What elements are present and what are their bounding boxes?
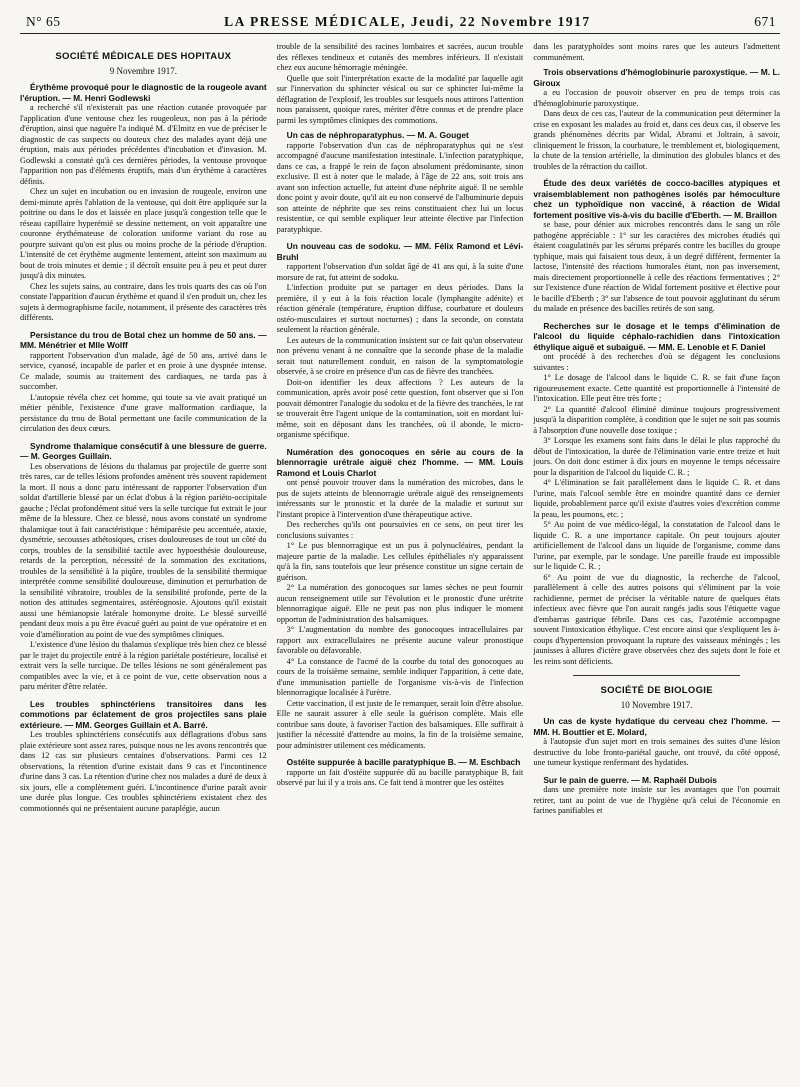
column-3 (533, 42, 780, 1087)
article-paragraph: à l'autopsie d'un sujet mort en trois semaines des suites d'une lésion destructive du lobe fronto-pariétal gauche, ont trouvé, du côté opposé, une tumeur kystique renfermant des hydatides. (533, 737, 781, 767)
article-paragraph: L'infection produite put se partager en deux périodes. Dans la première, il y eut à la fois réaction locale (lymphangite adénite) et réaction générale (température, éruption diffuse, courbature et douleurs ostéo-musculaires et surtout nocturnes) ; dans la seconde, on constata seulement la réaction générale. (276, 283, 524, 334)
article-heading: Recherches sur le dosage et le temps d'élimination de l'alcool du liquide céphalo-rachidien dans l'intoxication éthylique aiguë et subaiguë. — MM. E. Lenoble et F. Daniel (533, 320, 781, 352)
article (533, 716, 780, 769)
article-paragraph: Des recherches qu'ils ont poursuivies en ce sens, on peut tirer les conclusions suivantes : (276, 520, 524, 540)
article (20, 699, 267, 815)
article-paragraph: Chez les sujets sains, au contraire, dans les trois quarts des cas où l'on constate l'apparition d'aucun érythème et quand il s'en produit un, chez les sujets à dermographisme facile, notamment, il présente des caractères très différents. (20, 281, 267, 322)
article-paragraph: rapportent l'observation d'un malade, âgé de 50 ans, arrivé dans le service, cyanosé, incapable de parler et en proie à une dyspnée intense. Ce malade, soumis au traitement des cardiaques, ne tarda pas à succomber. (20, 350, 267, 391)
article (277, 241, 524, 441)
article (20, 82, 267, 324)
article-paragraph: a recherché s'il n'existerait pas une réaction cutanée provoquée par l'application d'une ventouse chez les rougeoleux, non pas à la période d'éruption, ainsi que naguère l'a indiqué M. d'Elmitz en vue de préciser le diagnostic de cas suspects ou douteux chez des malades ayant déjà une éruption, mais aux périodes précédentes d'incubation et d'invasion. M. Godlewski a constaté qu'à ces dernières périodes, la ventouse provoque l'apparition non pas d'éléments éruptifs, mais d'un érythème à caractères définis. (20, 103, 267, 186)
article (533, 67, 780, 172)
masthead (20, 14, 780, 34)
article-heading: Sur le pain de guerre. — M. Raphaël Dubois (543, 774, 717, 785)
article-heading: Érythème provoqué pour le diagnostic de la rougeole avant l'éruption. — M. Henri Godlewski (20, 82, 267, 103)
article-paragraph: 1° Le dosage de l'alcool dans le liquide C. R. se fait d'une façon rigoureusement exacte. Cette quantité est proportionnelle à l'intensité de l'intoxication. Elle peut être très forte ; (533, 373, 781, 403)
column-2 (277, 42, 524, 1087)
article-heading: Un cas de kyste hydatique du cerveau chez l'homme. — MM. H. Bouttier et E. Molard, (533, 716, 781, 737)
continued-paragraph: Quelle que soit l'interprétation exacte de la modalité par laquelle agit sur l'innervation du sphincter vésical ou sur ce sphincter lui-même la déflagration de l'explosif, les troubles sur lesquels nous attirons l'attention nous paraissent, quoique rares, mériter d'être connus et de prendre place parmi les symptômes cliniques des commotions. (276, 73, 524, 125)
article-heading: Les troubles sphinctériens transitoires dans les commotions par éclatement de gros projectiles sans plaie extérieure. — MM. Georges Guillain et A. Barré. (20, 698, 267, 730)
article-paragraph: rapporte un fait d'ostéite suppurée dû au bacille paratyphique B, fait observé par lui il y a trois ans. Ce fait tend à montrer que les ostéites (276, 767, 524, 787)
article-paragraph: dans une première note insiste sur les avantages que l'on pourrait retirer, tant au point de vue de l'hygiène qu'à celui de l'économie en farines panifiables et (533, 785, 781, 815)
article (20, 330, 267, 435)
article (533, 775, 780, 817)
article (533, 178, 780, 315)
article-paragraph: Doit-on identifier les deux affections ? Les auteurs de la communication, après avoir posé cette question, font observer que si l'on pouvait démontrer l'analogie du sodoku et de la fièvre des tranchées, le rat se trouverait être l'agent unique de la contamination, soit en mordant lui-même, soit en déposant dans les tranchées, où il abonde, le micro-organisme spécifique. (276, 377, 524, 439)
article-heading: Syndrome thalamique consécutif à une blessure de guerre. — M. Georges Guillain. (20, 440, 267, 461)
article-paragraph: Les auteurs de la communication insistent sur ce fait qu'un observateur non prévenu venant à ne connaître que la seconde phase de la maladie serait tout naturellement conduit, en raison de la symptomatologie observée, à se croire en présence d'un cas de fièvre des tranchées. (276, 335, 524, 376)
article-paragraph: Chez un sujet en incubation ou en invasion de rougeole, environ une demi-minute après l'ablation de la ventouse, qui doit être appliquée sur la poitrine ou dans le dos et laissée en place jusqu'à congestion telle que le réseau capillaire hyperémié se dessine nettement, on voit apparaître une couronne érythémateuse de coloration uniforme variant du rose au pourpre suivant qu'on est plus ou moins proche de la période d'éruption. L'intensité de cet érythème augmente lentement, atteint son maximum au bout de trois minutes et demie ; il décroît ensuite peu à peu et peut durer jusqu'à dix minutes. (20, 187, 267, 280)
continued-paragraph: dans les paratyphoïdes sont moins rares que les auteurs l'admettent communément. (533, 42, 781, 62)
article-paragraph: 3° L'augmentation du nombre des gonocoques intracellulaires par rapport aux extracellulaires ne présente aucune valeur pronostique favorable ou défavorable. (276, 625, 524, 655)
article (277, 757, 524, 789)
article-paragraph: Les troubles sphinctériens consécutifs aux déflagrations d'obus sans plaie extérieure sont assez rares, puisque nous ne les avons rencontrés que dans 12 cas sur plusieurs centaines d'observations. Parmi ces 12 observations, la rétention d'urine existait dans 9 cas et l'incontinence d'urine dans 3 cas. La rétention d'urine chez nos malades a duré de deux à six jours, elle a complètement guéri. L'incontinence d'urine paraît avoir une durée plus longue. Ces troubles sphinctériens existaient chez des commotionnés qui ne présentaient aucune paraplégie, aucun (20, 730, 267, 813)
section-date: 10 Novembre 1917. (620, 699, 693, 710)
article-heading: Ostéite suppurée à bacille paratyphique B. — M. Eschbach (286, 757, 521, 767)
article-paragraph: ont procédé à des recherches d'où se dégagent les conclusions suivantes : (533, 352, 781, 372)
article (20, 441, 267, 693)
article-paragraph: se base, pour dénier aux microbes rencontrés dans le sang un rôle pathogène appréciable : 1° sur les caractères des microbes étudiés qui étaient coagulatinés par les sérums préparés contre les bacilles du groupe typhique, mais qui faisaient tous deux, à un degré différent, fermenter la lactose, l'intensité des réactions humorales étant, non pas inversement, mais directement proportionnelle à celle des réactions fermentatives ; 2° sur l'existence d'une réaction de Widal fortement positive et élective pour le bacille d'Eberth ; 3° sur l'absence de tout pouvoir agglutinant du sérum du malade en présence des bacilles retirés de son sang. (533, 220, 781, 313)
journal-title: LA PRESSE MÉDICALE, Jeudi, 22 Novembre 1917 (224, 14, 591, 29)
article-paragraph: 2° La numération des gonocoques sur lames sèches ne peut fournir aucun renseignement utile sur l'évolution et le pronostic d'une urétrite blennorragique aiguë. Elle ne peut pas non plus indiquer le moment opportun de l'administration des balsamiques. (276, 583, 524, 624)
article-paragraph: a eu l'occasion de pouvoir observer en peu de temps trois cas d'hémoglobinurie paroxystique. (533, 88, 781, 108)
article (277, 447, 524, 752)
columns (20, 42, 780, 1087)
article-paragraph: ont pensé pouvoir trouver dans la numération des microbes, dans le pus de sujets atteints de blennorragie urétrale aiguë des renseignements intéressants sur le pronostic et la durée de la maladie et surtout sur l'instant propice à l'intervention d'une thérapeutique active. (276, 478, 524, 519)
section-divider (573, 675, 740, 676)
article-heading: Numération des gonocoques en série au cours de la blennorragie urétrale aiguë chez l'homme. — MM. Louis Ramond et Louis Charlot (276, 446, 524, 478)
article-paragraph: Les observations de lésions du thalamus par projectile de guerre sont très rares, car de telles lésions profondes amènent très souvent rapidement la mort. Il nous a donc paru intéressant de rapporter l'observation d'un soldat d'artillerie blessé par un éclat d'obus à la région pariéto-occipitale gauche ; l'éclat profondément situé vers la selle turcique fut extrait le jour même de la blessure. Chez ce blessé, nous avons constaté un syndrome thalamique tout à fait caractéristique : hémiparésie peu accentuée, ataxie, dysmétrie, secousses athétosiques, crises douloureuses de tout un côté du corps, troubles de la sensibilité tactile avec hypoesthésie douloureuse, retards de la perception, nécessité de la sommation des excitations, troubles de la sensibilité à la piqûre, troubles de la sensibilité thermique interprétée comme sensibilité douloureuse, diminution et perturbation de la sensibilité vibratoire, troubles de la sensibilité profonde, perte de la notion des attitudes segmentaires, astéréognosie. Ajoutons qu'il existait aussi une hémianopsie latérale homonyme droite. Le blessé surveillé pendant deux mois a pu être évacué guéri au point de vue opératoire et en voie d'amélioration au point de vue des symptômes cliniques. (20, 461, 267, 639)
article-paragraph: 1° Le pus blennorragique est un pus à polynucléaires, pendant la majeure partie de la maladie. Les cellules épithéliales n'y apparaissent qu'à la fin, sans toutefois que leur présence constitue un signe certain de guérison. (276, 541, 524, 582)
article-heading: Étude des deux variétés de cocco-bacilles atypiques et vraisemblablement non pathogènes isolés par hémoculture chez un typhoïdique non vacciné, à réaction de Widal fortement positive vis-à-vis du bacille d'Eberth. — M. Braillon (533, 178, 781, 220)
page-number: 671 (754, 14, 776, 29)
column-1 (20, 42, 267, 1087)
section-title: SOCIÉTÉ MÉDICALE DES HOPITAUX (55, 51, 232, 62)
article-paragraph: L'existence d'une lésion du thalamus s'explique très bien chez ce blessé par le trajet du projectile entré à la région pariétale postérieure, localisé et extrait vers la selle turcique. De telles lésions ne sont généralement pas compatibles avec la vie, et à ce point de vue, cette observation nous a paru mériter d'être relatée. (20, 640, 267, 691)
section-title: SOCIÉTÉ DE BIOLOGIE (600, 685, 713, 696)
article-paragraph: 4° La constance de l'acmé de la courbe du total des gonocoques au cours de la troisième semaine, semble indiquer l'apparition, à cette date, d'une immunisation partielle de l'organisme vis-à-vis de l'infection blennorragique localisée à l'urètre. (276, 656, 524, 697)
article-heading: Un nouveau cas de sodoku. — MM. Félix Ramond et Lévi-Bruhl (276, 241, 524, 262)
article-paragraph: 6° Au point de vue du diagnostic, la recherche de l'alcool, parallèlement à celle des autres poisons qui s'éliminent par la voie rachidienne, permet de préciser la véritable nature de quelques états infectieux avec fièvre que l'on aurait rangés jadis sous l'étiquette vague d'embarras gastrique fébrile. Dans ces cas, l'azotémie accompagne souvent l'intoxication éthylique. C'est encore ainsi que s'expliquent les à-coups d'hypertension provoquant la rupture des vaisseaux méningés ; les jaunisses à allures d'ictère grave observées chez des sujets dont le foie et les reins sont déficients. (533, 572, 781, 666)
section-date: 9 Novembre 1917. (109, 65, 177, 76)
article (533, 321, 780, 668)
article-paragraph: rapportent l'observation d'un soldat âgé de 41 ans qui, à la suite d'une morsure de rat, fut atteint de sodoku. (276, 262, 524, 282)
article-paragraph: rapporte l'observation d'un cas de néphroparatyphus qui ne s'est accompagné d'aucune manifestation intestinale. L'infection paratyphique, dans ce cas, a frappé le rein de façon absolument prédominante, sinon exclusive. Il est à noter que le malade, à l'âge de 22 ans, soit trois ans avant son infection actuelle, fut atteint d'une néphrite aiguë. Il ne semble donc point y avoir doute, qu'il ait eu non conservé de l'albuminurie depuis son atteinte de néphrite que ses reins constituaient chez lui un locus resistentiæ, ce qui semble expliquer leur atteinte élective par l'infection paratyphique. (276, 140, 524, 234)
article-paragraph: 4° L'élimination se fait parallèlement dans le liquide C. R. et dans l'urine, mais l'alcool semble être en moindre quantité dans ce dernier liquide, probablement parce qu'il existe d'autres voies d'excrétion comme la peau, les poumons, etc. ; (533, 478, 781, 519)
article-paragraph: 3° Lorsque les examens sont faits dans le délai le plus rapproché du début de l'intoxication, la durée de l'élimination varie entre treize et huit jours. On doit donc estimer à dix jours en moyenne le temps nécessaire pour la disparition de l'alcool du liquide C. R. ; (533, 436, 781, 477)
issue-number: N° 65 (26, 14, 61, 29)
article-heading: Persistance du trou de Botal chez un homme de 50 ans. — MM. Ménétrier et Mlle Wolff (20, 329, 267, 350)
continued-paragraph: trouble de la sensibilité des racines lombaires et sacrées, aucun trouble des réflexes tendineux et cutanés des membres inférieurs. Il n'existait chez eux aucune hémorragie méningée. (276, 42, 524, 72)
article-paragraph: L'autopsie révéla chez cet homme, qui toute sa vie avait pratiqué un métier pénible, l'existence d'une grave malformation cardiaque, la persistance du trou de Botal permettant une facile communication de la circulation des deux cœurs. (20, 392, 267, 433)
article (277, 130, 524, 235)
article-paragraph: 2° La quantité d'alcool éliminé diminue toujours progressivement jusqu'à la disparition complète, à condition que le sujet ne soit pas soumis à l'absorption d'une nouvelle dose toxique ; (533, 404, 781, 435)
article-heading: Trois observations d'hémoglobinurie paroxystique. — M. L. Giroux (533, 67, 781, 88)
article-paragraph: 5° Au point de vue médico-légal, la constatation de l'alcool dans le liquide C. R. a une importance capitale. On peut toujours ajouter artificiellement de l'alcool dans un liquide de l'organisme, comme dans l'urine, par exemple, par le sondage. Une pareille fraude est impossible sur le liquide C. R. ; (533, 520, 781, 571)
article-paragraph: Cette vaccination, il est juste de le remarquer, serait loin d'être absolue. Elle ne saurait assurer à elle seule la guérison complète. Mais elle contribue sans doute, à favoriser l'action des balsamiques. Elle suffirait à justifier la nécessité d'attendre au moins, la fin de la troisième semaine, pour administrer utilement ces médicaments. (276, 698, 524, 750)
article-paragraph: Dans deux de ces cas, l'auteur de la communication peut déterminer la crise en exposant les malades au froid et, dans ces deux cas, il observe les grands phénomènes décrits par Widal, Abrami et Joltrain, à savoir, cliniquement le frisson, la courbature, le tremblement et, biologiquement, la chute de la tension artérielle, la diminution des globules blancs et des troubles de la rétraction du caillot. (533, 109, 781, 171)
article-heading: Un cas de néphroparatyphus. — M. A. Gouget (286, 130, 469, 140)
